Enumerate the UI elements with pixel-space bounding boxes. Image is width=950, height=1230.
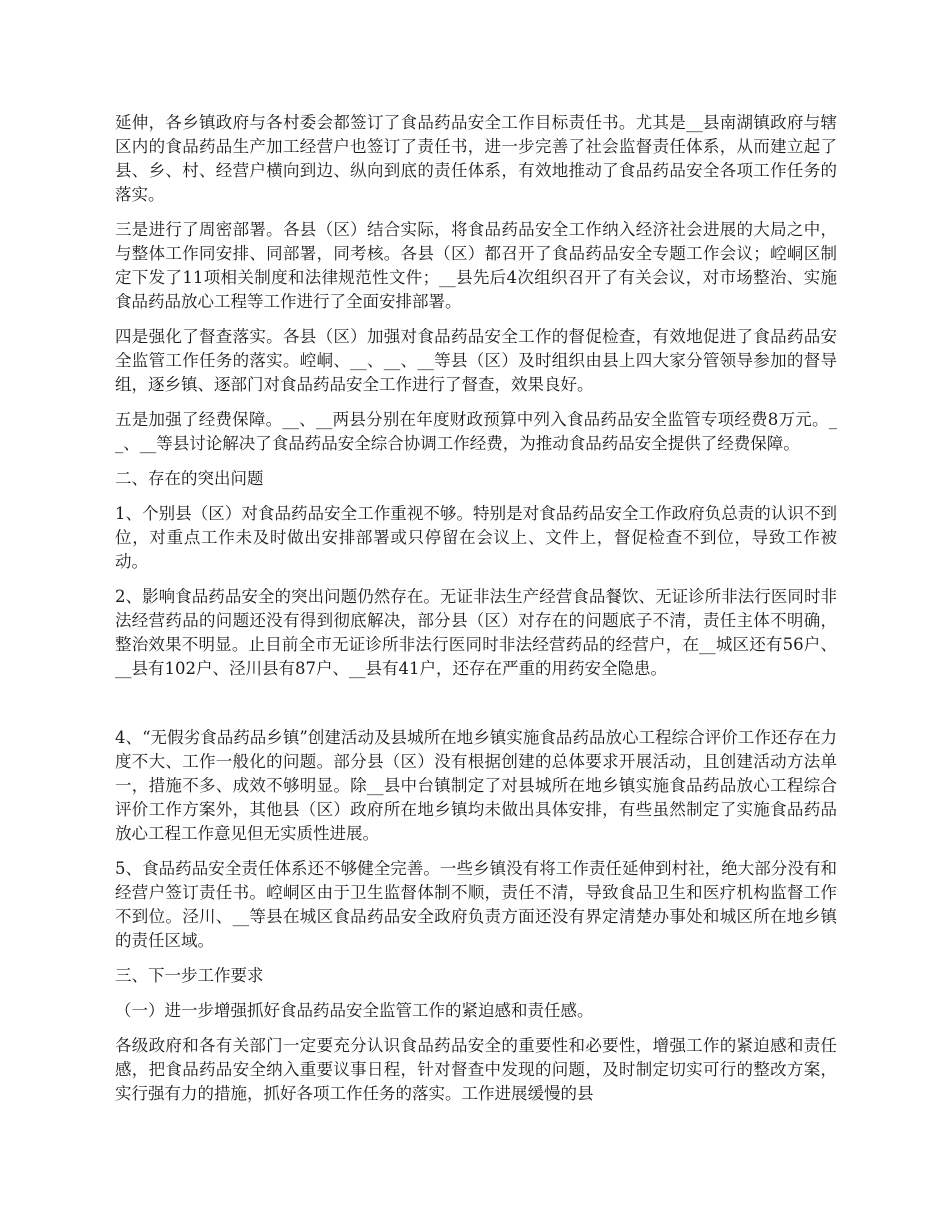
paragraph-supervision: 四是强化了督查落实。各县（区）加强对食品药品安全工作的督促检查，有效地促进了食品药品安全监管工作任务的落实。崆峒、__、__、__等县（区）及时组织由县上四大家分管领导参加的督导组，逐乡镇、逐部门对食品药品安全工作进行了督查，效果良好。	[115, 327, 837, 394]
paragraph-problem-2: 2、影响食品药品安全的突出问题仍然存在。无证非法生产经营食品餐饮、无证诊所非法行医同时非法经营药品的问题还没有得到彻底解决，部分县（区）对存在的问题底子不清，责任主体不明确，整治效果不明显。止目前全市无证诊所非法行医同时非法经营药品的经营户，在__城区还有56户、__县有102户、泾川县有87户、__县有41户，还存在严重的用药安全隐患。	[115, 587, 837, 678]
section-heading-problems: 二、存在的突出问题	[115, 469, 264, 488]
paragraph-problem-5: 5、食品药品安全责任体系还不够健全完善。一些乡镇没有将工作责任延伸到村社，绝大部分没有和经营户签订责任书。崆峒区由于卫生监督体制不顺，责任不清，导致食品卫生和医疗机构监督工作不到位。泾川、__等县在城区食品药品安全政府负责方面还没有界定清楚办事处和城区所在地乡镇的责任区域。	[115, 859, 837, 950]
document-page	[115, 111, 837, 1117]
paragraph-problem-1: 1、个别县（区）对食品药品安全工作重视不够。特别是对食品药品安全工作政府负总责的认识不到位，对重点工作未及时做出安排部署或只停留在会议上、文件上，督促检查不到位，导致工作被动。	[115, 504, 837, 571]
paragraph-problem-4: 4、“无假劣食品药品乡镇”创建活动及县城所在地乡镇实施食品药品放心工程综合评价工作还存在力度不大、工作一般化的问题。部分县（区）没有根据创建的总体要求开展活动，且创建活动方法单一，措施不多、成效不够明显。除__县中台镇制定了对县城所在地乡镇实施食品药品放心工程综合评价工作方案外，其他县（区）政府所在地乡镇均未做出具体安排，有些虽然制定了实施食品药品放心工程工作意见但无实质性进展。	[115, 728, 837, 843]
blank-gap	[115, 692, 837, 726]
section-heading-next-steps: 三、下一步工作要求	[115, 966, 264, 985]
paragraph-requirements: 各级政府和各有关部门一定要充分认识食品药品安全的重要性和必要性，增强工作的紧迫感和责任感，把食品药品安全纳入重要议事日程，针对督查中发现的问题，及时制定切实可行的整改方案，实行强有力的措施，抓好各项工作任务的落实。工作进展缓慢的县	[115, 1036, 837, 1103]
paragraph-responsibility-extension: 延伸，各乡镇政府与各村委会都签订了食品药品安全工作目标责任书。尤其是__县南湖镇政府与辖区内的食品药品生产加工经营户也签订了责任书，进一步完善了社会监督责任体系，从而建立起了县、乡、村、经营户横向到边、纵向到底的责任体系，有效地推动了食品药品安全各项工作任务的落实。	[115, 113, 837, 204]
paragraph-funding: 五是加强了经费保障。__、__两县分别在年度财政预算中列入食品药品安全监管专项经费8万元。__、__等县讨论解决了食品药品安全综合协调工作经费，为推动食品药品安全提供了经费保障。	[115, 410, 837, 453]
subsection-heading-urgency: （一）进一步增强抓好食品药品安全监管工作的紧迫感和责任感。	[115, 1001, 594, 1020]
paragraph-deployment: 三是进行了周密部署。各县（区）结合实际，将食品药品安全工作纳入经济社会进展的大局之中，与整体工作同安排、同部署，同考核。各县（区）都召开了食品药品安全专题工作会议；崆峒区制定下发了11项相关制度和法律规范性文件；__县先后4次组织召开了有关会议，对市场整治、实施食品药品放心工程等工作进行了全面安排部署。	[115, 220, 837, 311]
